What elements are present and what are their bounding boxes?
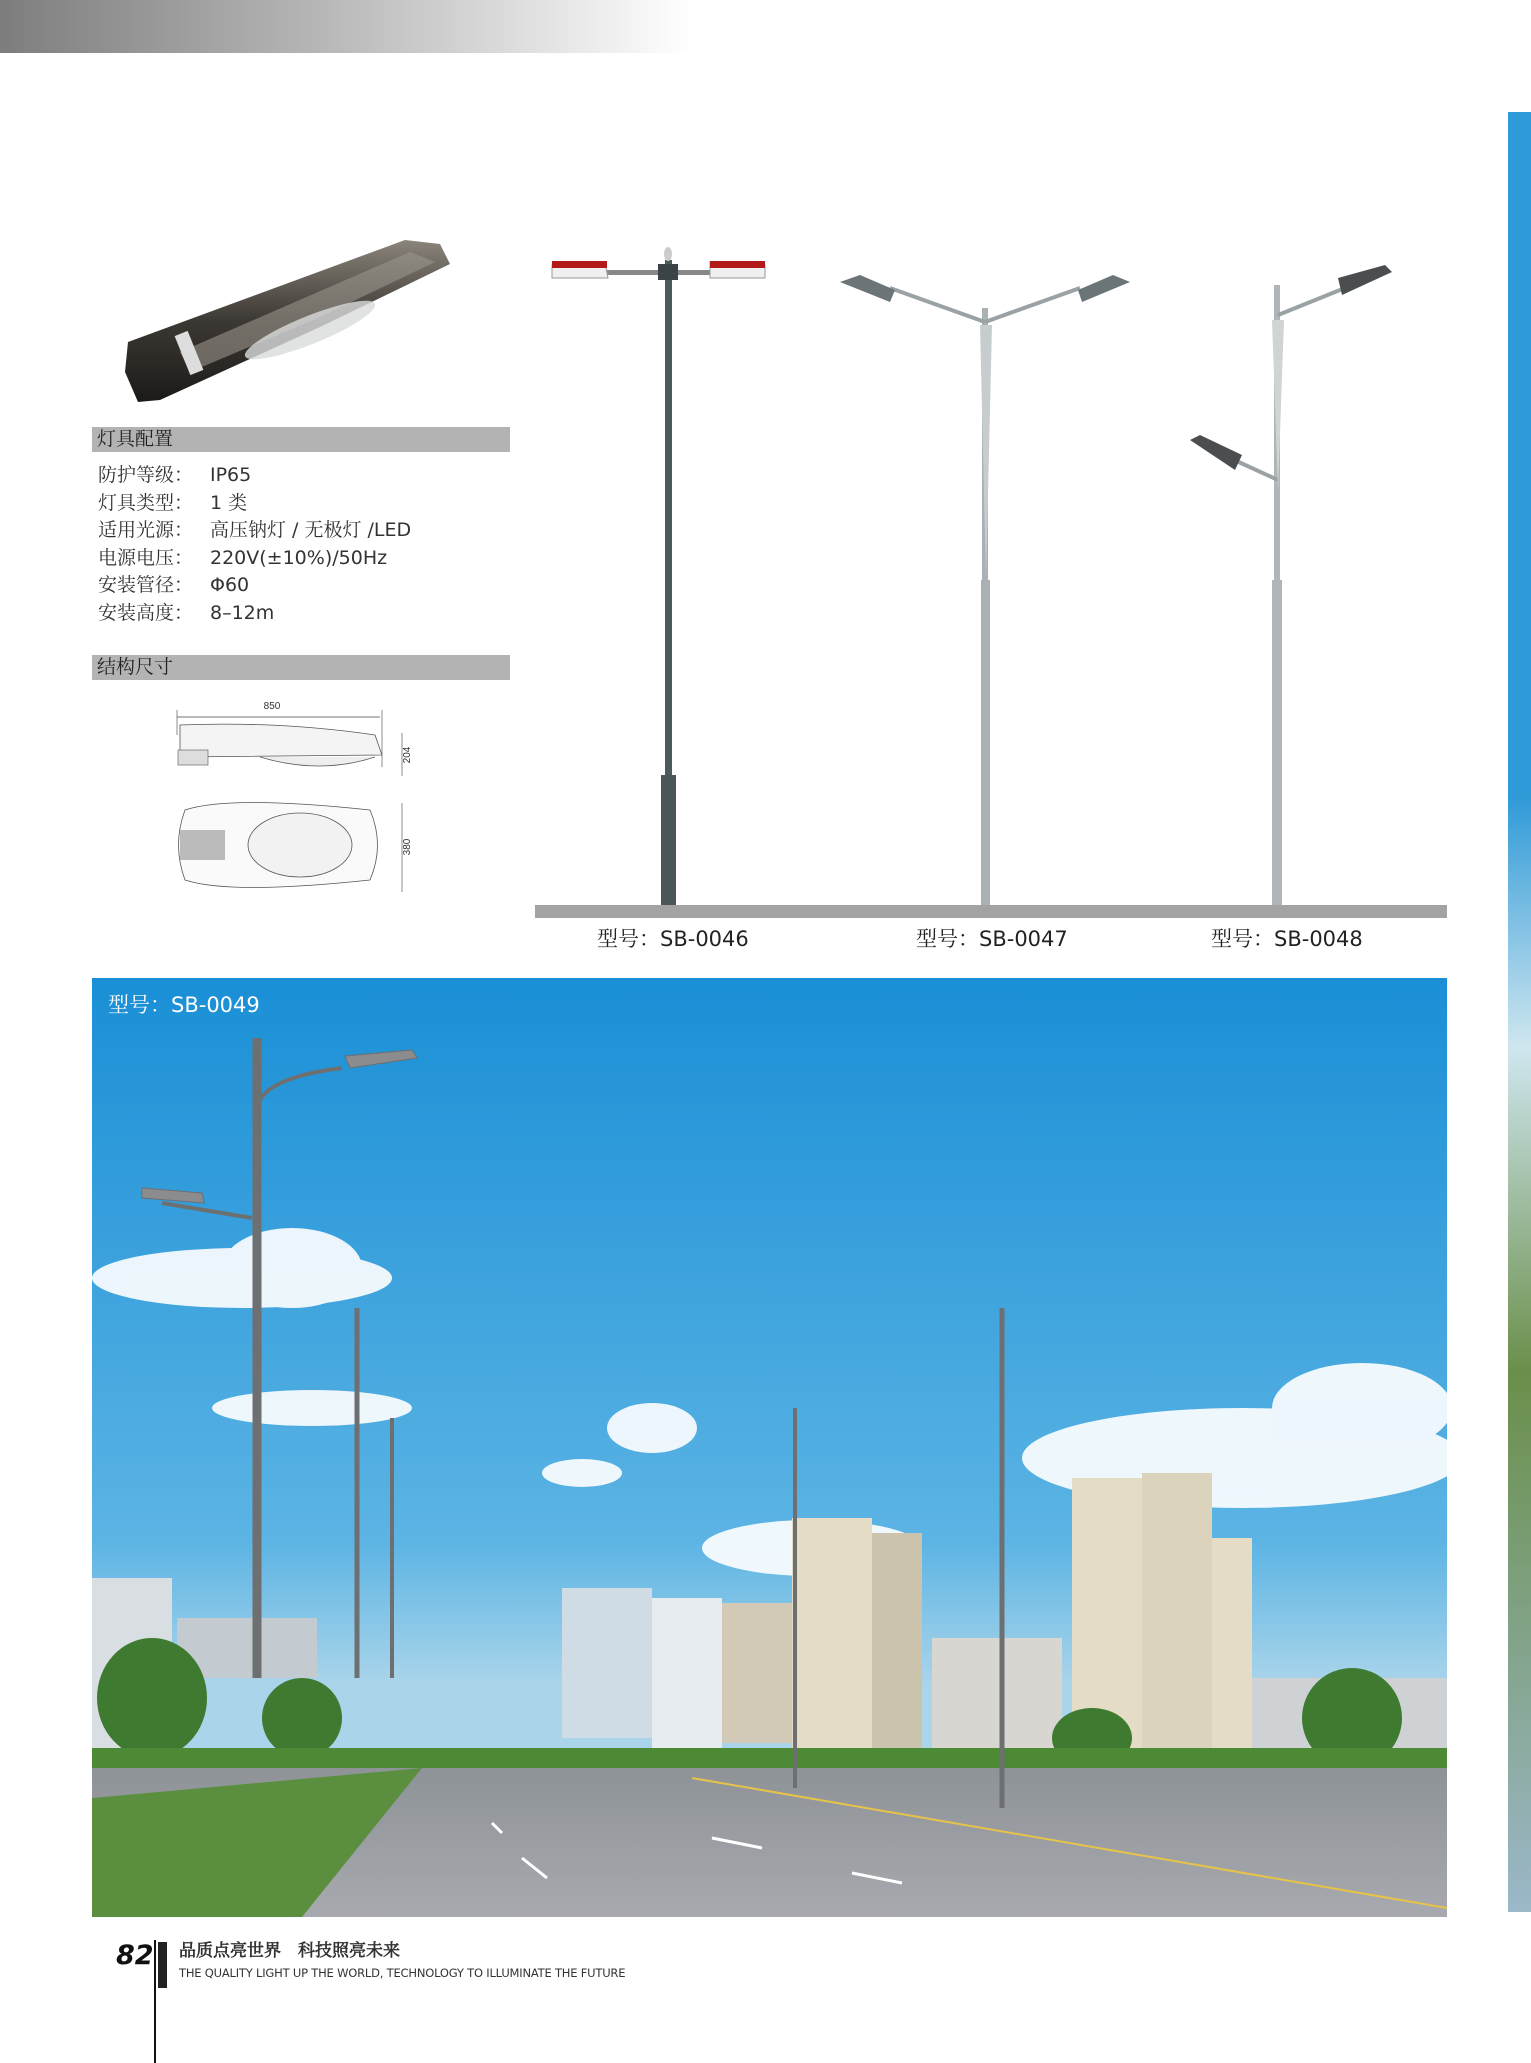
footer-slogan-cn: 品质点亮世界 科技照亮未来 xyxy=(179,1941,400,1961)
side-color-strip xyxy=(1508,112,1531,1912)
dim-height-label: 204 xyxy=(402,746,413,764)
model-label-sb-0047: 型号：SB-0047 xyxy=(916,927,1068,951)
luminaire-product-image xyxy=(120,232,455,407)
spec-value: Φ60 xyxy=(210,574,250,597)
footer-accent-bar xyxy=(158,1942,167,1988)
dim-length-label: 850 xyxy=(263,701,281,712)
spec-label: 安装高度： xyxy=(98,601,194,624)
footer-divider-line xyxy=(154,1940,156,2063)
spec-row xyxy=(98,545,411,573)
footer-slogan-en: THE QUALITY LIGHT UP THE WORLD, TECHNOLOGY TO ILLUMINATE THE FUTURE xyxy=(179,1966,626,1980)
street-scene-photo xyxy=(92,978,1447,1917)
spec-label: 安装管径： xyxy=(98,574,194,597)
ground-bar xyxy=(535,905,1447,918)
header-gradient-bar xyxy=(0,0,690,53)
spec-value: IP65 xyxy=(210,464,252,486)
spec-row xyxy=(98,462,411,490)
pole-sb-0048 xyxy=(1190,265,1392,910)
model-label-sb-0046: 型号：SB-0046 xyxy=(597,927,749,951)
pole-illustrations xyxy=(530,240,1490,920)
spec-list xyxy=(98,462,411,628)
dimension-drawing xyxy=(170,695,415,905)
spec-value: 8–12m xyxy=(210,601,275,624)
spec-value: 高压钠灯 / 无极灯 /LED xyxy=(210,519,412,542)
pole-sb-0047 xyxy=(840,275,1130,910)
spec-value: 1 类 xyxy=(210,491,248,514)
spec-row xyxy=(98,517,411,545)
spec-row xyxy=(98,490,411,518)
photo-model-label: 型号：SB-0049 xyxy=(108,993,260,1017)
config-section-header: 灯具配置 xyxy=(92,427,510,452)
spec-label: 防护等级： xyxy=(98,464,194,486)
spec-value: 220V(±10%)/50Hz xyxy=(210,546,388,569)
dimension-section-header: 结构尺寸 xyxy=(92,655,510,680)
pole-sb-0046 xyxy=(552,247,765,910)
spec-label: 适用光源： xyxy=(98,519,194,542)
spec-label: 灯具类型： xyxy=(98,491,194,514)
spec-row xyxy=(98,600,411,628)
dim-width-label: 380 xyxy=(402,838,413,856)
page-number: 82 xyxy=(116,1940,154,1971)
model-label-sb-0048: 型号：SB-0048 xyxy=(1211,927,1363,951)
spec-label: 电源电压： xyxy=(98,546,194,569)
spec-row xyxy=(98,572,411,600)
